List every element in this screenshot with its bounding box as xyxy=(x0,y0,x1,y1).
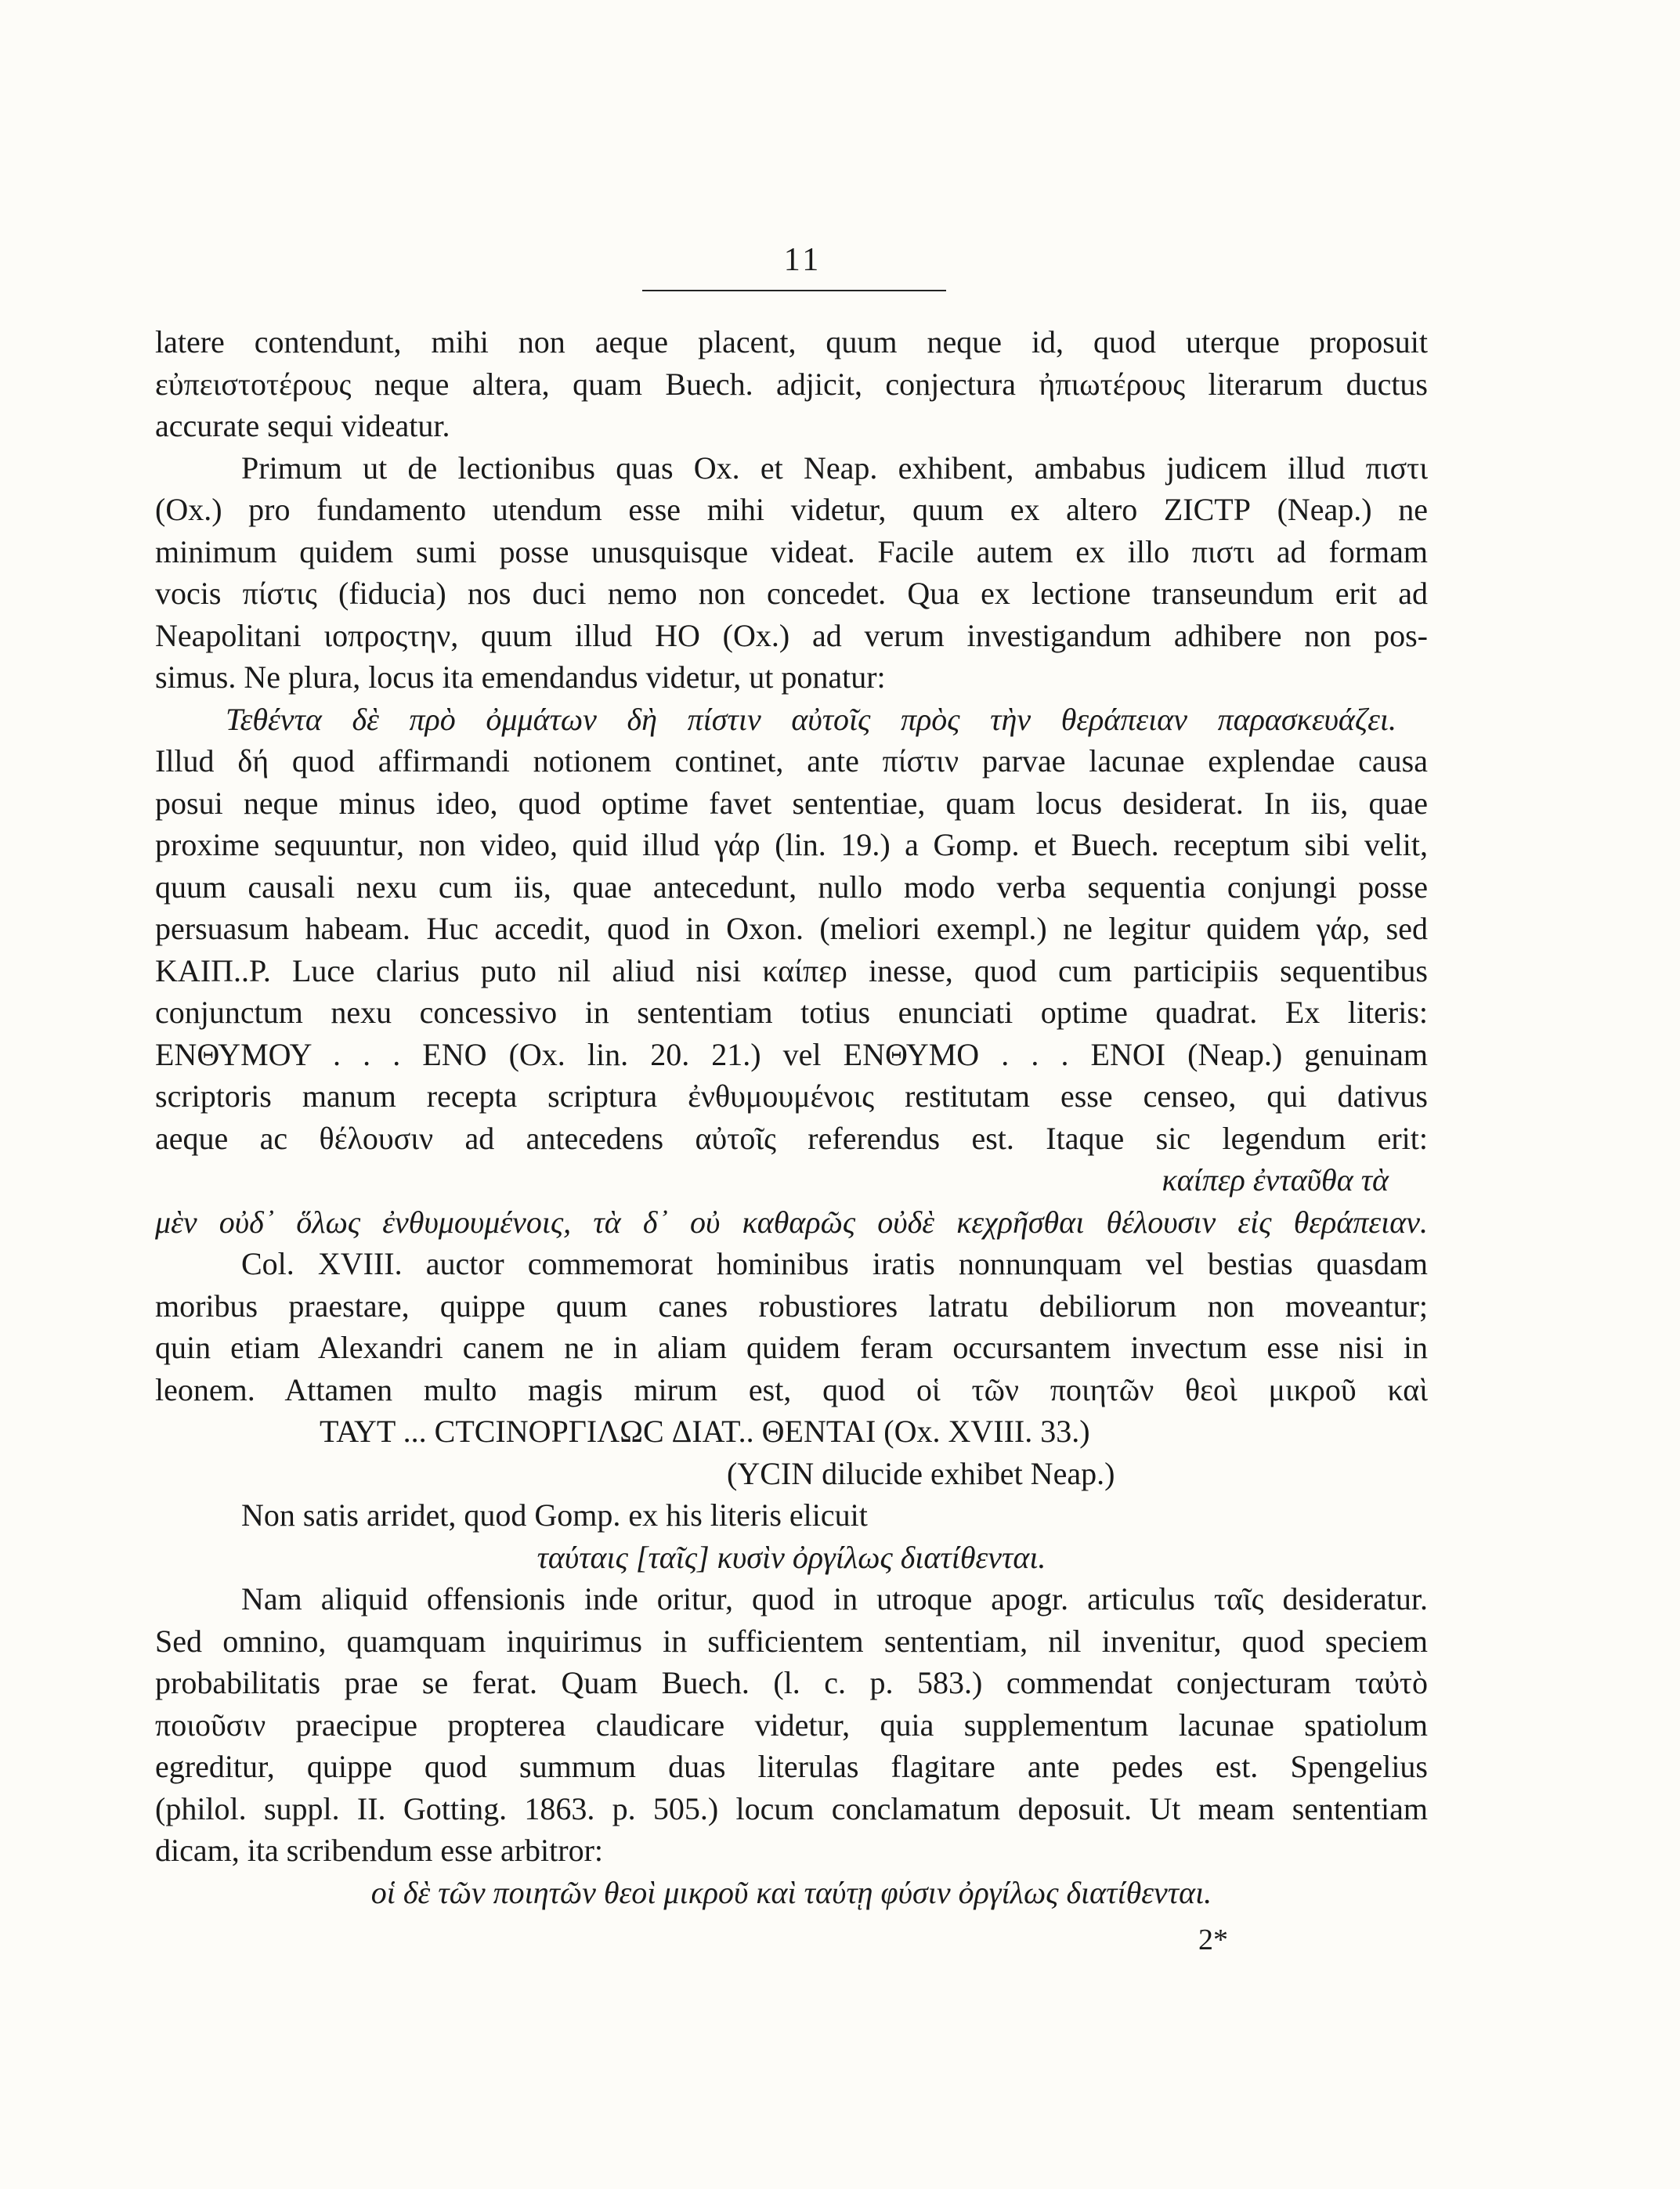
quote-line: ταύταις [ταῖς] κυσὶν ὀργίλως διατίθενται. xyxy=(537,1539,1046,1575)
text-line: proxime sequuntur, non video, quid illud γάρ (lin. 19.) a Gomp. et Buech. receptum sibi velit, xyxy=(155,827,1428,862)
text-line: conjunctum nexu concessivo in sententiam totius enunciati optime quadrat. Ex literis: xyxy=(155,995,1428,1030)
text-line: (Ox.) pro fundamento utendum esse mihi videtur, quum ex altero ΖΙCΤΡ (Neap.) ne xyxy=(155,492,1428,527)
quote-line: καίπερ ἐνταῦθα τὰ xyxy=(1162,1162,1389,1197)
text-line: Neapolitani ιοπροςτην, quum illud ΗΟ (Ox.) ad verum investigandum adhibere non pos- xyxy=(155,617,1428,653)
body-text xyxy=(155,321,1428,1913)
text-line: ποιοῦσιν praecipue propterea claudicare videtur, quia supplementum lacunae spatiolum xyxy=(155,1707,1428,1743)
text-line: probabilitatis prae se ferat. Quam Buech. (l. c. p. 583.) commendat conjecturam ταὐτὸ xyxy=(155,1665,1428,1700)
quote-line: μὲν οὐδ᾽ ὅλως ἐνθυμουμένοις, τὰ δ᾽ οὐ καθαρῶς οὐδὲ κεχρῆσθαι θέλουσιν εἰς θεράπειαν. xyxy=(155,1204,1428,1240)
text-line: leonem. Attamen multo magis mirum est, quod οἱ τῶν ποιητῶν θεοὶ μικροῦ καὶ xyxy=(155,1371,1428,1407)
text-line: simus. Ne plura, locus ita emendandus videtur, ut ponatur: xyxy=(155,659,886,695)
text-line: Col. XVIII. auctor commemorat hominibus iratis nonnunquam vel bestias quasdam xyxy=(241,1246,1428,1281)
text-line: persuasum habeam. Huc accedit, quod in Oxon. (meliori exempl.) ne legitur quidem γάρ, sed xyxy=(155,911,1428,946)
quote-line: Τεθέντα δὲ πρὸ ὀμμάτων δὴ πίστιν αὐτοῖς πρὸς τὴν θεράπειαν παρασκευάζει. xyxy=(226,701,1396,737)
text-line: (ΥCΙΝ dilucide exhibet Neap.) xyxy=(727,1455,1115,1491)
header-rule xyxy=(642,290,946,291)
text-line: Nam aliquid offensionis inde oritur, quod in utroque apogr. articulus ταῖς desideratur. xyxy=(241,1581,1428,1616)
text-line: scriptoris manum recepta scriptura ἐνθυμουμένοις restitutam esse censeo, qui dativus xyxy=(155,1078,1428,1114)
text-line: Sed omnino, quamquam inquirimus in sufficientem sententiam, nil invenitur, quod speciem xyxy=(155,1623,1428,1659)
text-line: Primum ut de lectionibus quas Ox. et Neap. exhibent, ambabus judicem illud πιστι xyxy=(241,450,1428,486)
text-line: ΕΝΘΥΜΟΥ . . . ΕΝΟ (Ox. lin. 20. 21.) vel ΕΝΘΥΜΟ . . . ΕΝΟΙ (Neap.) genuinam xyxy=(155,1036,1428,1072)
text-line: quin etiam Alexandri canem ne in aliam quidem feram occursantem invectum esse nisi in xyxy=(155,1330,1428,1365)
text-line: dicam, ita scribendum esse arbitror: xyxy=(155,1833,604,1868)
page-number: 11 xyxy=(783,242,822,278)
text-line: Non satis arridet, quod Gomp. ex his literis elicuit xyxy=(241,1497,868,1533)
text-line: posui neque minus ideo, quod optime favet sententiae, quam locus desiderat. In iis, quae xyxy=(155,785,1428,821)
text-line: moribus praestare, quippe quum canes robustiores latratu debiliorum non moveantur; xyxy=(155,1288,1428,1324)
text-line: ΚΑΙΠ..Ρ. Luce clarius puto nil aliud nisi καίπερ inesse, quod cum participiis sequentibus xyxy=(155,952,1428,988)
quote-line: οἱ δὲ τῶν ποιητῶν θεοὶ μικροῦ καὶ ταύτῃ φύσιν ὀργίλως διατίθενται. xyxy=(370,1874,1212,1910)
text-line: quum causali nexu cum iis, quae antecedunt, nullo modo verba sequentia conjungi posse xyxy=(155,869,1428,905)
text-line: minimum quidem sumi posse unusquisque videat. Facile autem ex illo πιστι ad formam xyxy=(155,533,1428,569)
text-line: aeque ac θέλουσιν ad antecedens αὐτοῖς referendus est. Itaque sic legendum erit: xyxy=(155,1120,1428,1156)
text-line: accurate sequi videatur. xyxy=(155,408,450,443)
signature-mark: 2* xyxy=(1198,1924,1228,1956)
text-line: vocis πίστις (fiducia) nos duci nemo non concedet. Qua ex lectione transeundum erit ad xyxy=(155,576,1428,611)
text-line: (philol. suppl. II. Gotting. 1863. p. 505.) locum conclamatum deposuit. Ut meam sententiam xyxy=(155,1790,1428,1826)
text-line: Illud δή quod affirmandi notionem continet, ante πίστιν parvae lacunae explendae causa xyxy=(155,743,1428,778)
text-line: egreditur, quippe quod summum duas literulas flagitare ante pedes est. Spengelius xyxy=(155,1749,1428,1784)
text-line: εὐπειστοτέρους neque altera, quam Buech. adjicit, conjectura ἠπιωτέρους literarum ductus xyxy=(155,366,1428,402)
text-line: ΤΑΥΤ ... CΤCΙΝΟΡΓΙΛΩC ΔΙΑΤ.. ΘΕΝΤΑΙ (Ox. XVIII. 33.) xyxy=(320,1414,1090,1449)
text-line: latere contendunt, mihi non aeque placent, quum neque id, quod uterque proposuit xyxy=(155,324,1428,359)
